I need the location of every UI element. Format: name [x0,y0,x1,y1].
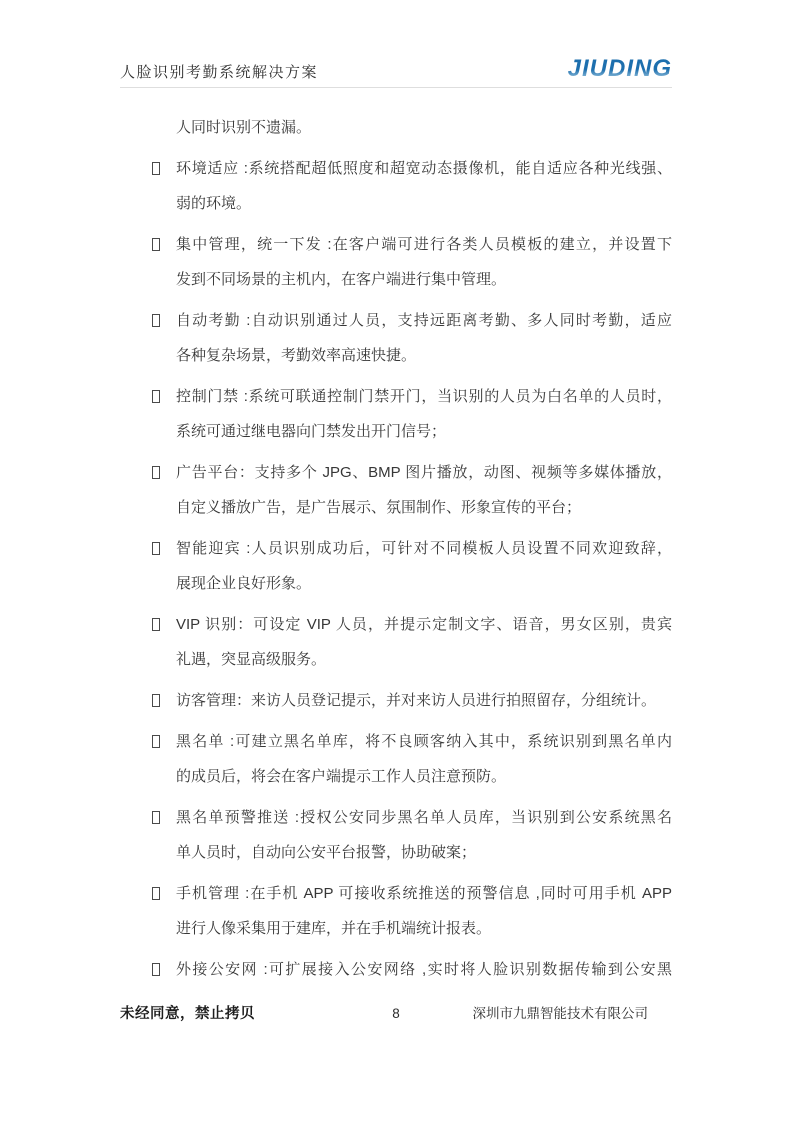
item-line: 弱的环境。 [176,195,252,212]
item-line: 系统可通过继电器向门禁发出开门信号； [176,423,447,440]
content [120,110,672,993]
list-item [120,379,672,449]
list-item-text [176,151,672,221]
bullet-square-icon [152,238,160,251]
list-item [120,531,672,601]
item-line: 黑名单 :可建立黑名单库，将不良顾客纳入其中，系统识别到黑名单内 [176,733,672,750]
bullet-square-icon [152,735,160,748]
bullet-square-icon [152,811,160,824]
list-item-text [176,379,672,449]
bullet-square-icon [152,694,160,707]
list-item-text [176,607,672,677]
bullet-square-icon [152,466,160,479]
bullet-square-icon [152,963,160,976]
bullet-square-icon [152,314,160,327]
item-line: 外接公安网 :可扩展接入公安网络 ,实时将人脸识别数据传输到公安黑 [176,961,672,978]
list-item [120,724,672,794]
header-document-title: 人脸识别考勤系统解决方案 [120,64,319,81]
list-item [120,151,672,221]
list-item [120,800,672,870]
item-line: 手机管理 :在手机 APP 可接收系统推送的预警信息 ,同时可用手机 APP [176,885,672,902]
item-line: 集中管理，统一下发 :在客户端可进行各类人员模板的建立，并设置下 [176,236,672,253]
list-item-text [176,227,672,297]
list-item [120,876,672,946]
bullet-square-icon [152,887,160,900]
footer-page-number: 8 [392,1006,400,1021]
list-item-text [176,455,672,525]
page-footer [120,1002,672,1023]
carryover-text-line: 人同时识别不遗漏。 [176,119,312,136]
list-item [120,683,672,718]
list-item [120,952,672,987]
list-item-text [176,952,672,987]
list-item-text [176,531,672,601]
item-line: 访客管理：来访人员登记提示，并对来访人员进行拍照留存，分组统计。 [176,692,657,709]
feature-list [120,151,672,987]
bullet-square-icon [152,618,160,631]
header-divider [120,87,672,88]
jiuding-logo: JIUDING [567,55,672,82]
list-item [120,227,672,297]
list-item [120,607,672,677]
list-item [120,455,672,525]
item-line: 控制门禁 :系统可联通控制门禁开门，当识别的人员为白名单的人员时， [176,388,672,405]
item-line: 自定义播放广告，是广告展示、氛围制作、形象宣传的平台； [176,499,582,516]
bullet-square-icon [152,162,160,175]
bullet-square-icon [152,542,160,555]
item-line: 自动考勤 :自动识别通过人员，支持远距离考勤、多人同时考勤，适应 [176,312,672,329]
item-line: 礼遇，突显高级服务。 [176,651,327,668]
item-line: 单人员时，自动向公安平台报警，协助破案； [176,844,477,861]
item-line: 环境适应 :系统搭配超低照度和超宽动态摄像机，能自适应各种光线强、 [176,160,672,177]
item-line: 进行人像采集用于建库，并在手机端统计报表。 [176,920,492,937]
list-item-text [176,303,672,373]
item-line: 各种复杂场景，考勤效率高速快捷。 [176,347,417,364]
list-item-text [176,800,672,870]
list-item [120,303,672,373]
item-line: VIP 识别：可设定 VIP 人员，并提示定制文字、语音，男女区别，贵宾 [176,616,672,633]
item-line: 黑名单预警推送 :授权公安同步黑名单人员库，当识别到公安系统黑名 [176,809,672,826]
item-line: 的成员后，将会在客户端提示工作人员注意预防。 [176,768,507,785]
item-line: 广告平台：支持多个 JPG、BMP 图片播放，动图、视频等多媒体播放， [176,464,672,481]
item-line: 发到不同场景的主机内，在客户端进行集中管理。 [176,271,507,288]
footer-copy-notice: 未经同意，禁止拷贝 [120,1006,255,1022]
footer-company-name: 深圳市九鼎智能技术有限公司 [472,1006,648,1021]
list-item-text [176,683,672,718]
list-item-text [176,724,672,794]
item-line: 智能迎宾 :人员识别成功后，可针对不同模板人员设置不同欢迎致辞， [176,540,672,557]
item-line: 展现企业良好形象。 [176,575,312,592]
bullet-square-icon [152,390,160,403]
list-item-text [176,876,672,946]
